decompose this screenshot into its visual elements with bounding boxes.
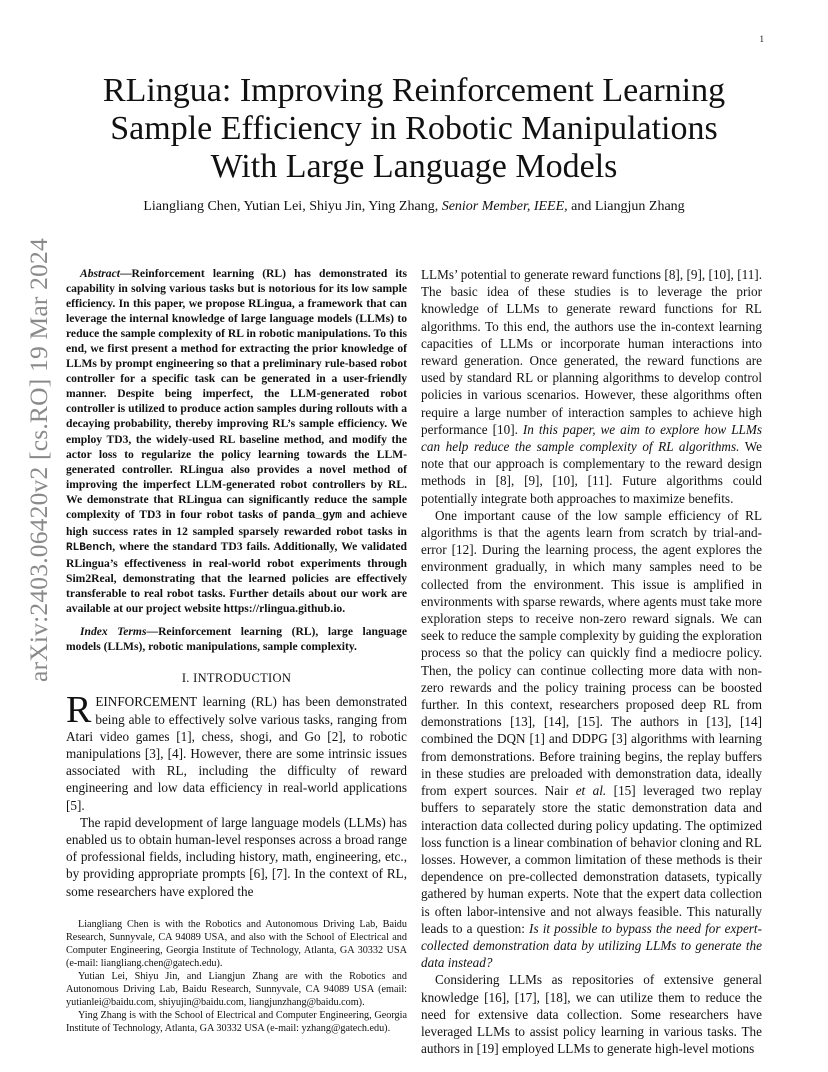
index-terms-label: Index Terms <box>80 625 147 639</box>
author-line <box>80 198 748 216</box>
arxiv-stamp: arXiv:2403.06420v2 [cs.RO] 19 Mar 2024 <box>24 238 53 682</box>
author-names: Liangliang Chen, Yutian Lei, Shiyu Jin, Ying Zhang, <box>143 199 439 214</box>
intro-paragraph-1 <box>66 689 407 813</box>
index-terms <box>66 624 407 654</box>
right-p2-etal: et al. <box>575 783 607 799</box>
intro-paragraph-2: The rapid development of large language models (LLMs) has enabled us to obtain human-level responses across a broad range of professional fields, including history, math, engineering, etc., by providing appropriate prompts [6], [7]. In the context of RL, some researchers have explored the <box>66 814 407 899</box>
abstract-code-b: RLBench <box>66 541 113 554</box>
right-p2a: One important cause of the low sample efficiency of RL algorithms is that the agents learn from scratch by trial-and-error [12]. During the learning process, the agent explores the environment gradually, in which many samples need to be collected from the environment. This issue is amplified in environments with sparse rewards, where agents must take more exploration steps to receive non-zero reward signals. We can seek to reduce the sample complexity by guiding the exploration process so that the policy can quickly find a mediocre policy. Then, the policy can continue collecting more data with non-zero rewards and the policy training process can be boosted further. In this context, researchers proposed deep RL from demonstrations [13], [14], [15]. The authors in [13], [14] combined the DQN [1] and DDPG [3] algorithms with learning from demonstrations. Before training begins, the replay buffers in these studies are preloaded with demonstration data, ideally from expert sources. Nair <box>421 507 762 799</box>
right-column <box>421 266 762 1057</box>
right-paragraph-2 <box>421 507 762 971</box>
footnotes <box>66 918 407 1035</box>
abstract-code-a: panda_gym <box>282 509 342 522</box>
abstract-text-a: —Reinforcement learning (RL) has demonstrated its capability in solving various tasks but is notorious for its low sample efficiency. In this paper, we propose RLingua, a framework that can leverage the internal knowledge of large language models (LLMs) to reduce the sample complexity of RL in robotic manipulations. To this end, we first present a method for extracting the prior knowledge of LLMs by prompt engineering so that a preliminary rule-based robot controller for a specific task can be generated in a user-friendly manner. Despite being imperfect, the LLM-generated robot controller is utilized to produce action samples during rollouts with a decaying probability, thereby improving RL’s sample efficiency. We employ TD3, the widely-used RL baseline method, and modify the actor loss to regularize the policy learning towards the LLM-generated controller. RLingua also provides a novel method of improving the imperfect LLM-generated robot controllers by RL. We demonstrate that RLingua can significantly reduce the sample complexity of TD3 in four robot tasks of <box>66 267 407 521</box>
abstract-text-c: , where the standard TD3 fails. Additionally, We validated RLingua’s effectiveness in real-world robot experiments through Sim2Real, demonstrating that the learned policies are effectively transferable to real robot tasks. Further details about our work are available at our project website https://rlingua.github.io. <box>66 539 407 616</box>
intro-p1-text: EINFORCEMENT learning (RL) has been demonstrated being able to effectively solve various tasks, ranging from Atari video games [1], chess, shogi, and Go [2], to robotic manipulations [3], [4]. However, there are some intrinsic issues associated with RL, including the difficulty of reward engineering and low data efficiency in real-world applications [5]. <box>66 694 407 813</box>
right-paragraph-3: Considering LLMs as repositories of extensive general knowledge [16], [17], [18], we can utilize them to reduce the need for extensive data collection. Some researchers have leveraged LLMs to assist policy learning in various tasks. The authors in [19] employed LLMs to generate high-level motions <box>421 972 762 1057</box>
right-p2b: [15] leveraged two replay buffers to separately store the static demonstration data and interaction data collected during policy updating. The optimized loss function is a linear combination of behavior cloning and RL losses. However, a common limitation of these methods is their dependence on pre-collected demonstration datasets, typically gathered by human experts. Note that the expert data collection is often labor-intensive and not always feasible. This naturally leads to a question: <box>421 783 762 936</box>
right-p1a: LLMs’ potential to generate reward functions [8], [9], [10], [11]. The basic idea of these studies is to leverage the prior knowledge of LLMs to generate reward functions for RL algorithms. To this end, the authors use the in-context learning capacities of LLMs or incorporate human interactions into reward generation. Once generated, the reward functions are used by standard RL or planning algorithms to develop control policies in various scenarios. However, these algorithms often require a large number of interaction samples to achieve high performance [10]. <box>421 267 762 437</box>
footnote: Ying Zhang is with the School of Electrical and Computer Engineering, Georgia Institute of Technology, Atlanta, GA 30332 USA (e-mail: yzhang@gatech.edu). <box>66 1009 407 1034</box>
paper-title: RLingua: Improving Reinforcement Learning Sample Efficiency in Robotic Manipulations With Large Language Models <box>102 72 726 185</box>
footnote: Liangliang Chen is with the Robotics and Autonomous Driving Lab, Baidu Research, Sunnyvale, CA 94089 USA, and also with the School of Electrical and Computer Engineering, Georgia Institute of Technology, Atlanta, GA 30332 USA (e-mail: liangliang.chen@gatech.edu). <box>66 918 407 969</box>
abstract <box>66 266 407 616</box>
left-column <box>66 266 407 1035</box>
author-membership: Senior Member, IEEE, <box>441 199 568 214</box>
footnote: Yutian Lei, Shiyu Jin, and Liangjun Zhang are with the Robotics and Autonomous Driving Lab, Baidu Research, Sunnyvale, CA 94089 USA (email: yutianlei@baidu.com, shiyujin@baidu.com, liangjunzhang@baidu.com). <box>66 970 407 1008</box>
right-p1-italic: In this paper, we aim to explore how LLMs can help reduce the sample complexity of RL algorithms. <box>421 421 762 455</box>
right-p1b: We note that our approach is complementary to the reward design methods in [8], [9], [10], [11]. Future algorithms could potentially integrate both approaches to maximize benefits. <box>421 439 762 506</box>
section-heading: I. INTRODUCTION <box>181 671 292 686</box>
abstract-label: Abstract <box>80 267 120 280</box>
author-last: and Liangjun Zhang <box>571 199 685 214</box>
right-p2-italic: Is it possible to bypass the need for expert-collected demonstration data by utilizing LLMs to generate the data instead? <box>421 920 762 971</box>
drop-cap: R <box>66 689 92 732</box>
right-paragraph-1 <box>421 266 762 507</box>
page-number: 1 <box>759 34 764 44</box>
abstract-text-b: and achieve high success rates in 12 sampled sparsely rewarded robot tasks in <box>66 507 407 538</box>
index-terms-text: —Reinforcement learning (RL), large language models (LLMs), robotic manipulations, sample complexity. <box>66 625 407 654</box>
